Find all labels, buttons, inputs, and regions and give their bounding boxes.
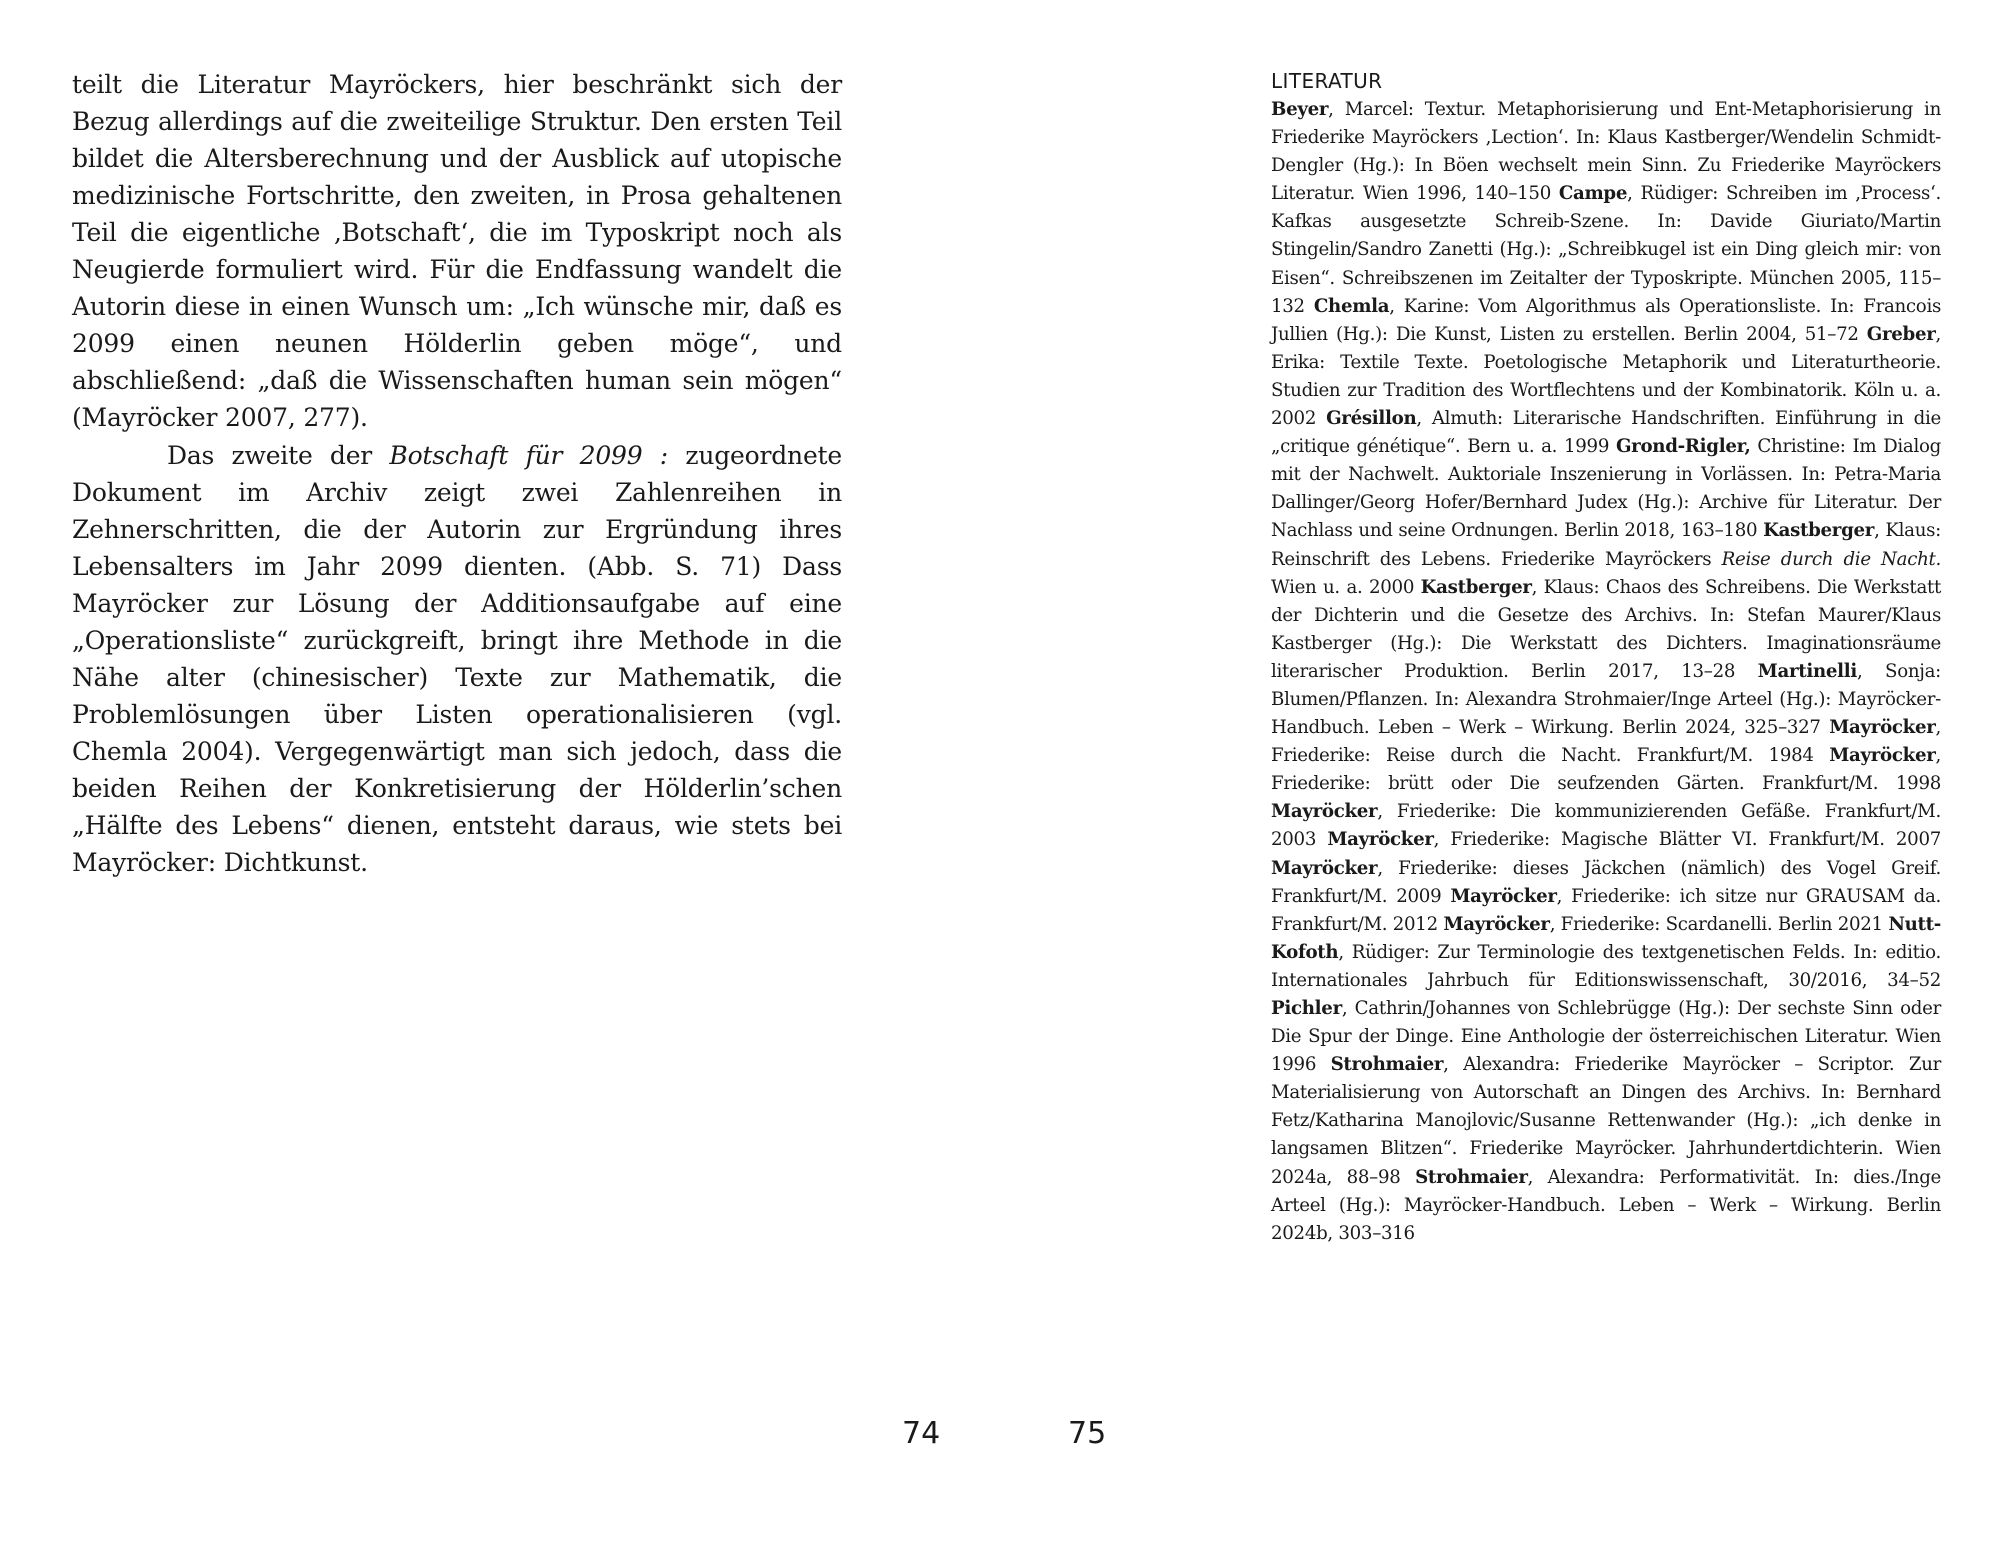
bib-text: , Friederike: Die kommunizierenden Gefäße. Frankfurt/M. 2003 bbox=[1271, 801, 1941, 851]
bib-author: Grésillon bbox=[1326, 408, 1417, 430]
bib-entry bbox=[1327, 829, 1941, 850]
bib-text: , Friederike: Reise durch die Nacht. Frankfurt/M. 1984 bbox=[1271, 717, 1942, 767]
bib-text: , Klaus: Chaos des Schreibens. Die Werkstatt der Dichterin und die Gesetze des Archivs. In: Stefan Maurer/Klaus Kastberger (Hg.): Die Werkstatt des Dichters. Imaginationsräume literarischer Produktion. Berlin 2017, 13–28 bbox=[1271, 576, 1942, 682]
bib-text: , Rüdiger: Schreiben im ‚Process‘. Kafkas ausgesetzte Schreib-Szene. In: Davide Giuriato/Martin Stingelin/Sandro Zanetti (Hg.): „Schreibkugel ist ein Ding gleich mir: von Eisen“. Schreibszenen im Zeitalter der Typoskripte. München 2005, 115–132 bbox=[1271, 183, 1942, 317]
bibliography bbox=[1271, 96, 1941, 1248]
bib-text: , Marcel: Textur. Metaphorisierung und Ent-Metaphorisierung in Friederike Mayröckers ‚Lection‘. In: Klaus Kastberger/Wendelin Schmidt-Dengler (Hg.): In Böen wechselt mein Sinn. Zu Friederike Mayröckers Literatur. Wien 1996, 140–150 bbox=[1271, 99, 1941, 205]
bib-title: Reise durch die Nacht. bbox=[1721, 548, 1941, 570]
bib-text: , Erika: Textile Texte. Poetologische Metaphorik und Literaturtheorie. Studien zur Tradition des Wortflechtens und der Kombinatorik. Köln u. a. 2002 bbox=[1271, 323, 1942, 430]
literature-heading: LITERATUR bbox=[1271, 69, 1383, 93]
bib-author: Mayröcker bbox=[1450, 885, 1557, 907]
bib-author: Grond-Rigler, bbox=[1615, 436, 1751, 458]
bib-text: , Alexandra: Friederike Mayröcker – Scriptor. Zur Materialisierung von Autorschaft an Dingen des Archivs. In: Bernhard Fetz/Katharina Manojlovic/Susanne Rettenwander (Hg.): „ich denke in langsamen Blitzen“. Friederike Mayröcker. Jahrhundertdichterin. Wien 2024a, 88–98 bbox=[1271, 1054, 1942, 1188]
paragraph-1: teilt die Literatur Mayröckers, hier beschränkt sich der Bezug allerdings auf die zweiteilige Struktur. Den ersten Teil bildet die Altersberechnung und der Ausblick auf utopische medizinische Fortschritte, den zweiten, in Prosa gehaltenen Teil die eigentliche ‚Botschaft‘, die im Typoskript noch als Neugierde formuliert wird. Für die Endfassung wandelt die Autorin diese in einen Wunsch um: „Ich wünsche mir, daß es 2099 einen neunen Hölderlin geben möge“, und abschließend: „daß die Wissenschaften human sein mögen“ (Mayröcker 2007, 277). bbox=[72, 70, 842, 432]
bib-author: Mayröcker bbox=[1829, 745, 1936, 767]
bib-author: Martinelli bbox=[1757, 660, 1858, 682]
bib-entry bbox=[1271, 296, 1941, 345]
bib-text: , Friederike: Scardanelli. Berlin 2021 bbox=[1549, 913, 1883, 935]
bib-text: Christine: Im Dialog mit der Nachwelt. Auktoriale Inszenierung in Vorlässen. In: Petra-Maria Dallinger/Georg Hofer/Bernhard Judex (Hg.): Archive für Literatur. Der Nachlass und seine Ordnungen. Berlin 2018, 163–180 bbox=[1271, 436, 1941, 542]
page-number-right: 75 bbox=[1068, 1416, 1107, 1451]
body-text bbox=[72, 66, 842, 881]
bib-text: , Sonja: Blumen/Pflanzen. In: Alexandra Strohmaier/Inge Arteel (Hg.): Mayröcker-Handbuch. Leben – Werk – Wirkung. Berlin 2024, 325–327 bbox=[1271, 660, 1941, 739]
bib-author: Kastberger bbox=[1420, 576, 1532, 598]
bib-text: , Friederike: brütt oder Die seufzenden Gärten. Frankfurt/M. 1998 bbox=[1271, 745, 1941, 795]
bib-text-after: Wien u. a. 2000 bbox=[1271, 576, 1415, 598]
bib-text: , Klaus: Reinschrift des Lebens. Friederike Mayröckers bbox=[1271, 520, 1941, 570]
bib-author: Mayröcker bbox=[1829, 717, 1936, 739]
bib-text: , Friederike: Magische Blätter VI. Frankfurt/M. 2007 bbox=[1433, 829, 1941, 851]
bib-text: , Friederike: dieses Jäckchen (nämlich) des Vogel Greif. Frankfurt/M. 2009 bbox=[1271, 857, 1941, 907]
page-number-left: 74 bbox=[902, 1416, 941, 1451]
bib-text: , Karine: Vom Algorithmus als Operationsliste. In: Francois Jullien (Hg.): Die Kunst, Listen zu erstellen. Berlin 2004, 51–72 bbox=[1271, 295, 1942, 345]
bib-author: Nutt-Kofoth bbox=[1271, 913, 1942, 963]
bib-author: Kastberger bbox=[1763, 520, 1875, 542]
bib-author: Strohmaier bbox=[1330, 1054, 1444, 1076]
bib-author: Strohmaier bbox=[1415, 1166, 1528, 1188]
bib-text: , Almuth: Literarische Handschriften. Einführung in die „critique génétique“. Bern u. a. 1999 bbox=[1271, 408, 1941, 458]
bib-author: Mayröcker bbox=[1271, 801, 1378, 823]
bib-author: Greber bbox=[1866, 323, 1936, 345]
bib-author: Beyer bbox=[1271, 99, 1329, 120]
bib-entry bbox=[1443, 914, 1882, 935]
bib-author: Mayröcker bbox=[1271, 857, 1378, 879]
paragraph-2-rest: zugeordnete Dokument im Archiv zeigt zwei Zahlenreihen in Zehnerschritten, die der Autorin zur Ergründung ihres Lebensalters im Jahr 2099 dienten. (Abb. S. 71) Dass Mayröcker zur Lösung der Additionsaufgabe auf eine „Operationsliste“ zurückgreift, bringt ihre Methode in die Nähe alter (chinesischer) Texte zur Mathematik, die Problemlösungen über Listen operationalisieren (vgl. Chemla 2004). Vergegenwärtigt man sich jedoch, dass die beiden Reihen der Konkretisierung der Hölderlin’schen „Hälfte des Lebens“ dienen, entsteht daraus, wie stets bei Mayröcker: Dichtkunst. bbox=[72, 441, 842, 877]
bib-author: Mayröcker bbox=[1327, 829, 1434, 851]
bib-text: , Friederike: ich sitze nur GRAUSAM da. Frankfurt/M. 2012 bbox=[1271, 885, 1941, 935]
bib-author: Mayröcker bbox=[1443, 913, 1550, 935]
paragraph-2-lead: Das zweite der bbox=[167, 441, 390, 470]
bib-text: , Alexandra: Performativität. In: dies./Inge Arteel (Hg.): Mayröcker-Handbuch. Leben – Werk – Wirkung. Berlin 2024b, 303–316 bbox=[1271, 1166, 1942, 1244]
bib-text: , Rüdiger: Zur Terminologie des textgenetischen Felds. In: editio. Internationales Jahrbuch für Editionswissenschaft, 30/2016, 34–52 bbox=[1271, 941, 1941, 991]
right-page bbox=[1000, 0, 2000, 1559]
paragraph-2 bbox=[72, 437, 842, 881]
bib-author: Campe bbox=[1558, 183, 1628, 205]
bib-author: Pichler bbox=[1271, 998, 1342, 1019]
paragraph-2-title: Botschaft für 2099 : bbox=[389, 441, 669, 470]
bib-author: Chemla bbox=[1313, 295, 1390, 317]
bib-text: , Cathrin/Johannes von Schlebrügge (Hg.): Der sechste Sinn oder Die Spur der Dinge. Eine Anthologie der österreichischen Literatur. Wien 1996 bbox=[1271, 998, 1941, 1076]
